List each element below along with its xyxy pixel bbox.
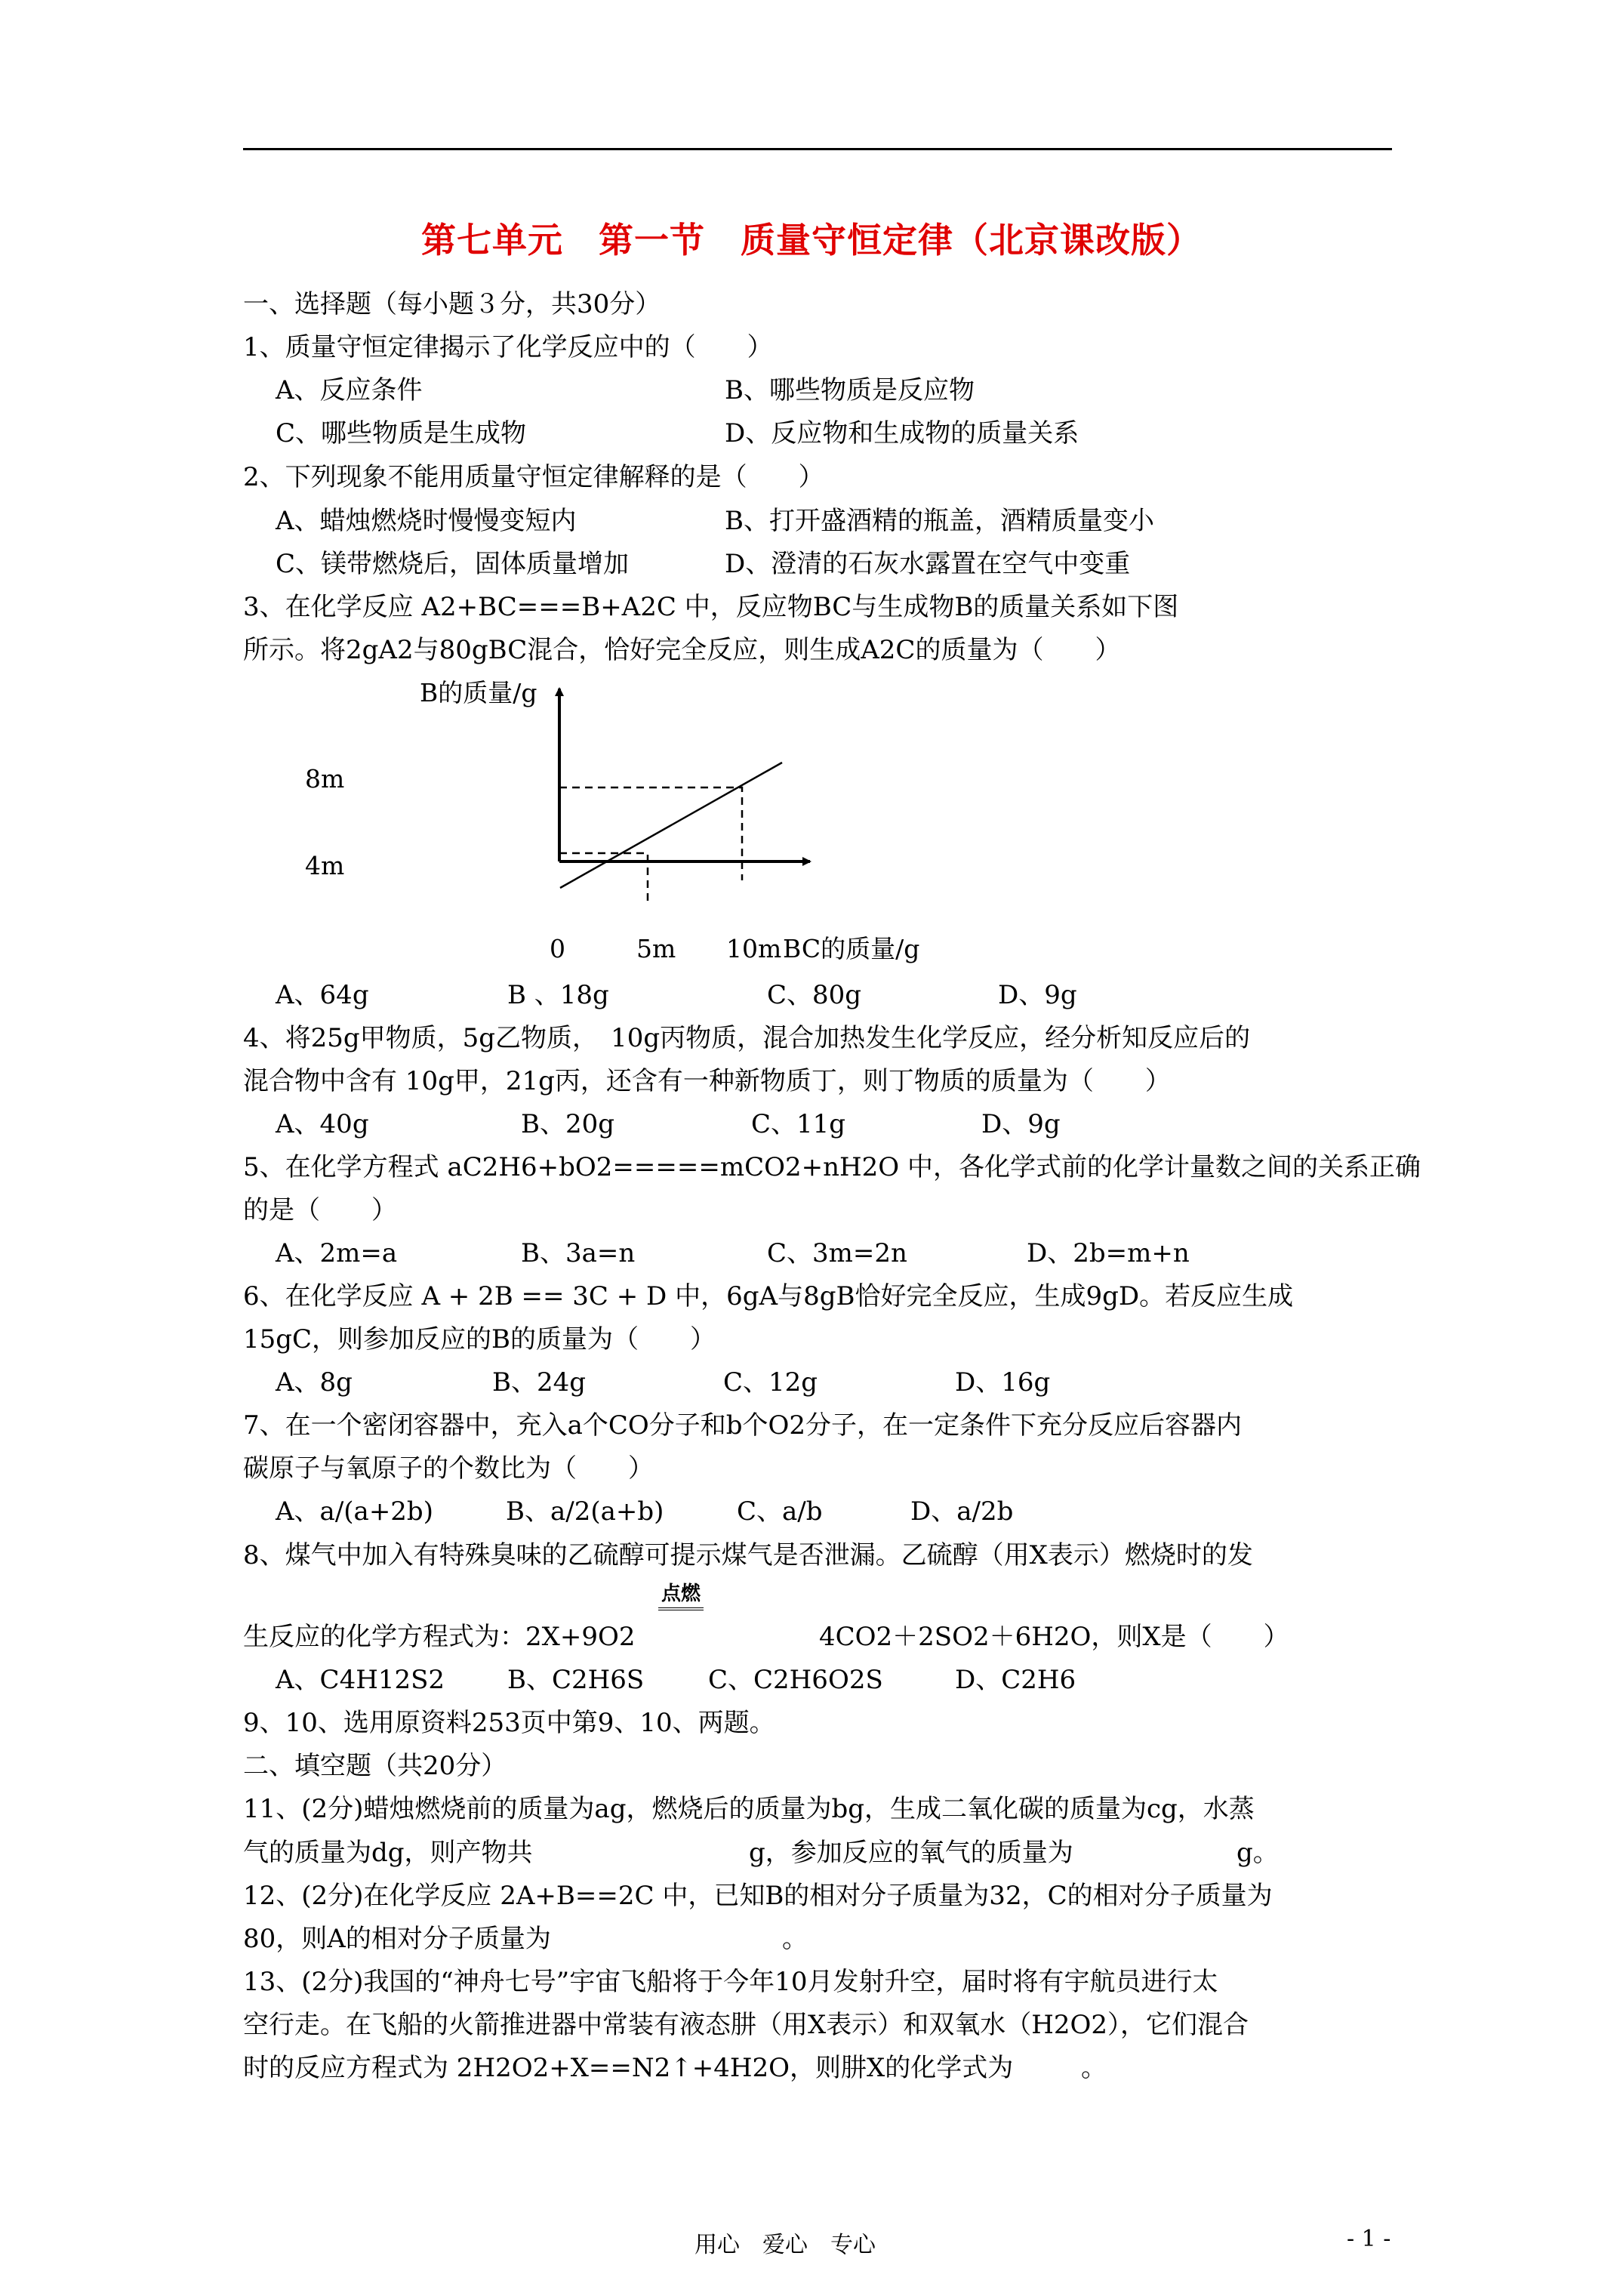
question-stem: 气的质量为dg，则产物共 [243,1838,533,1868]
question-stem: 3、在化学反应 A2+BC===B+A2C 中，反应物BC与生成物B的质量关系如下图 [243,592,1179,622]
option: B、打开盛酒精的瓶盖，酒精质量变小 [725,506,1154,536]
option: B、20g [521,1109,615,1139]
option: C、C2H6O2S [708,1665,883,1695]
page-title: 第七单元 第一节 质量守恒定律（北京课改版） [421,220,1202,260]
question-stem: 空行走。在飞船的火箭推进器中常装有液态肼（用X表示）和双氧水（H2O2），它们混合 [243,2010,1249,2040]
graph-x-tick: 10m [726,934,782,963]
question-stem: 6、在化学反应 A + 2B == 3C + D 中，6gA与8gB恰好完全反应，生成9gD。若反应生成 [243,1281,1294,1311]
question-stem: 1、质量守恒定律揭示了化学反应中的（ ） [243,332,773,362]
option: D、9g [981,1109,1061,1139]
question-stem: 。 [782,1924,808,1954]
page-number: - 1 - [1347,2226,1391,2252]
question-stem: 7、在一个密闭容器中，充入a个CO分子和b个O2分子，在一定条件下充分反应后容器内 [243,1410,1243,1441]
option: C、镁带燃烧后，固体质量增加 [276,549,630,579]
graph-x-origin: 0 [550,934,565,963]
question-stem: 9、10、选用原资料253页中第9、10、两题。 [243,1708,775,1738]
question-stem: 8、煤气中加入有特殊臭味的乙硫醇可提示煤气是否泄漏。乙硫醇（用X表示）燃烧时的发 [243,1540,1253,1570]
question-stem: 80，则A的相对分子质量为 [243,1924,551,1954]
option: A、a/(a+2b) [276,1496,433,1527]
option: B、3a=n [521,1238,636,1268]
question-stem: 4、将25g甲物质，5g乙物质， 10g丙物质，混合加热发生化学反应，经分析知反应后的 [243,1023,1251,1053]
option: D、16g [955,1367,1051,1398]
option: B、24g [492,1367,587,1398]
option: A、8g [276,1367,353,1398]
reaction-line [560,763,782,888]
option: C、a/b [737,1496,823,1527]
option: A、反应条件 [276,375,423,405]
question-stem: 。 [1081,2053,1107,2083]
option: C、3m=2n [767,1238,907,1268]
option: C、11g [751,1109,846,1139]
section-heading: 二、填空题（共20分） [243,1751,507,1781]
question-stem: 4CO2＋2SO2＋6H2O，则X是（ ） [819,1622,1289,1652]
footer-motto: 用心 爱心 专心 [694,2232,876,2258]
option: D、C2H6 [955,1665,1076,1695]
option: B、哪些物质是反应物 [725,375,975,405]
option: C、80g [767,980,862,1010]
option: B、a/2(a+b) [506,1496,664,1527]
question-stem: g，参加反应的氧气的质量为 [749,1838,1073,1868]
option: D、a/2b [910,1496,1014,1527]
option: C、12g [723,1367,818,1398]
question-stem: 时的反应方程式为 2H2O2+X==N2↑+4H2O，则肼X的化学式为 [243,2053,1014,2083]
question-stem: g。 [1236,1838,1279,1868]
question-stem: 的是（ ） [243,1195,397,1225]
question-stem: 碳原子与氧原子的个数比为（ ） [243,1453,654,1484]
question-stem: 11、(2分)蜡烛燃烧前的质量为ag，燃烧后的质量为bg，生成二氧化碳的质量为cg，水蒸 [243,1794,1255,1824]
graph-x-label: BC的质量/g [783,934,920,963]
option: A、C4H12S2 [276,1665,445,1695]
question-stem: 生反应的化学方程式为：2X+9O2 [243,1622,636,1652]
option: A、64g [276,980,369,1010]
question-stem: 5、在化学方程式 aC2H6+bO2=====mCO2+nH2O 中，各化学式前的化学计量数之间的关系正确 [243,1152,1421,1182]
option: D、2b=m+n [1027,1238,1190,1268]
option: D、澄清的石灰水露置在空气中变重 [725,549,1131,579]
question-stem: 13、(2分)我国的“神舟七号”宇宙飞船将于今年10月发射升空，届时将有宇航员进行太 [243,1967,1218,1997]
reaction-condition: 点燃 [658,1582,704,1610]
question-stem: 15gC，则参加反应的B的质量为（ ） [243,1324,716,1354]
option: A、2m=a [276,1238,398,1268]
graph-x-tick: 5m [636,934,676,963]
graph-y-tick: 8m [305,764,345,794]
option: D、9g [998,980,1077,1010]
option: D、反应物和生成物的质量关系 [725,418,1079,448]
option: C、哪些物质是生成物 [276,418,527,448]
option: A、40g [276,1109,369,1139]
section-heading: 一、选择题（每小题３分，共30分） [243,289,661,319]
question-stem: 混合物中含有 10g甲，21g丙，还含有一种新物质丁，则丁物质的质量为（ ） [243,1066,1171,1096]
graph-y-tick: 4m [305,851,345,880]
option: A、蜡烛燃烧时慢慢变短内 [276,506,577,536]
question-stem: 所示。将2gA2与80gBC混合，恰好完全反应，则生成A2C的质量为（ ） [243,635,1121,665]
graph-y-label: B的质量/g [420,678,537,707]
option: B 、18g [507,980,609,1010]
question-stem: 2、下列现象不能用质量守恒定律解释的是（ ） [243,462,824,492]
option: B、C2H6S [507,1665,645,1695]
question-stem: 12、(2分)在化学反应 2A+B==2C 中，已知B的相对分子质量为32，C的相对分子质量为 [243,1881,1273,1911]
